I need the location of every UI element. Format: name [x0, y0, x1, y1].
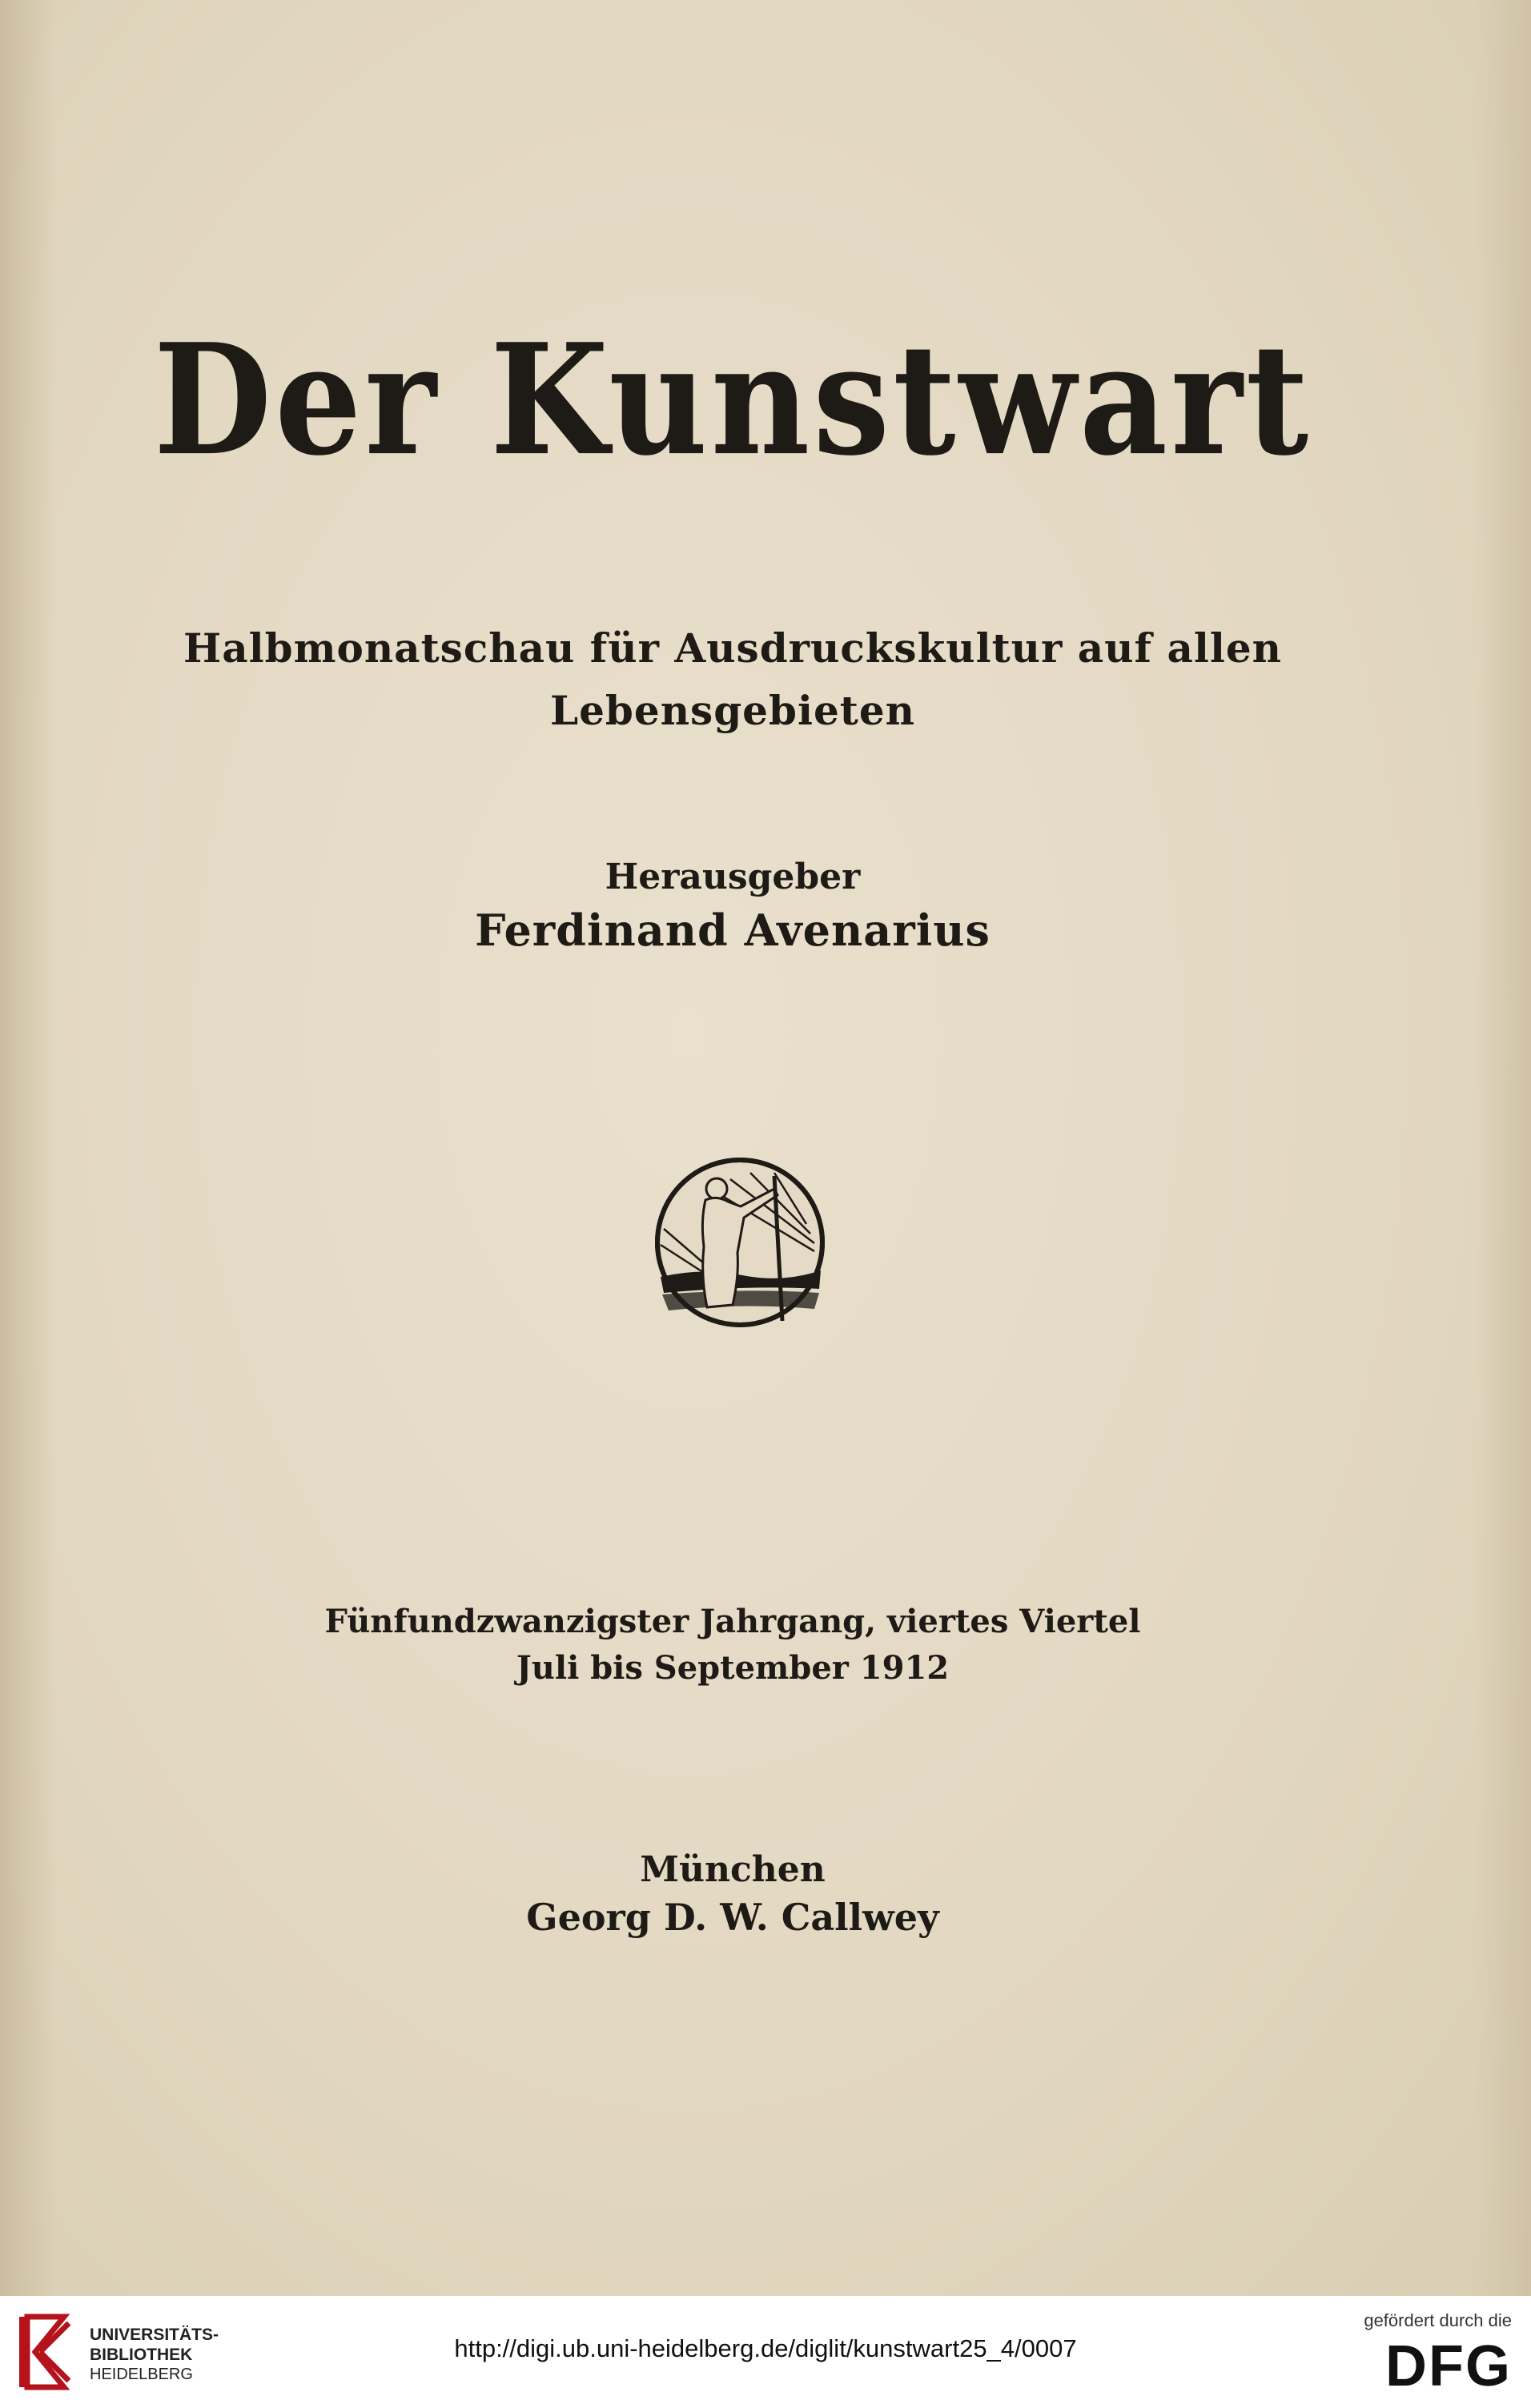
funded-by-text: gefördert durch die — [1364, 2310, 1512, 2330]
library-name-line-2: BIBLIOTHEK — [90, 2346, 193, 2364]
library-name-line-1: UNIVERSITÄTS- — [90, 2326, 219, 2344]
dfg-logo-icon — [1352, 2336, 1512, 2392]
publisher-name: Georg D. W. Callwey — [526, 1896, 939, 1939]
period-line: Juli bis September 1912 — [516, 1649, 950, 1687]
journal-title: Der Kunstwart — [153, 311, 1312, 490]
dfg-logo-text: DFG — [1385, 2336, 1512, 2392]
editor-label: Herausgeber — [605, 857, 861, 897]
funder-block — [1304, 2310, 1512, 2392]
subtitle-line-1: Halbmonatschau für Ausdruckskultur auf allen — [183, 624, 1282, 672]
subtitle-line-2: Lebensgebieten — [549, 687, 916, 734]
editor-name: Ferdinand Avenarius — [475, 905, 991, 956]
source-url-link[interactable]: http://digi.ub.uni-heidelberg.de/diglit/kunstwart25_4/0007 — [454, 2334, 1077, 2362]
volume-line: Fünfundzwanzigster Jahrgang, viertes Viertel — [324, 1603, 1141, 1640]
vignette-emblem-icon — [654, 1157, 826, 1328]
publication-place: München — [640, 1849, 826, 1890]
library-name-line-3: HEIDELBERG — [90, 2366, 193, 2383]
digitization-footer — [0, 2296, 1531, 2408]
page-edge-right — [1475, 0, 1531, 2296]
